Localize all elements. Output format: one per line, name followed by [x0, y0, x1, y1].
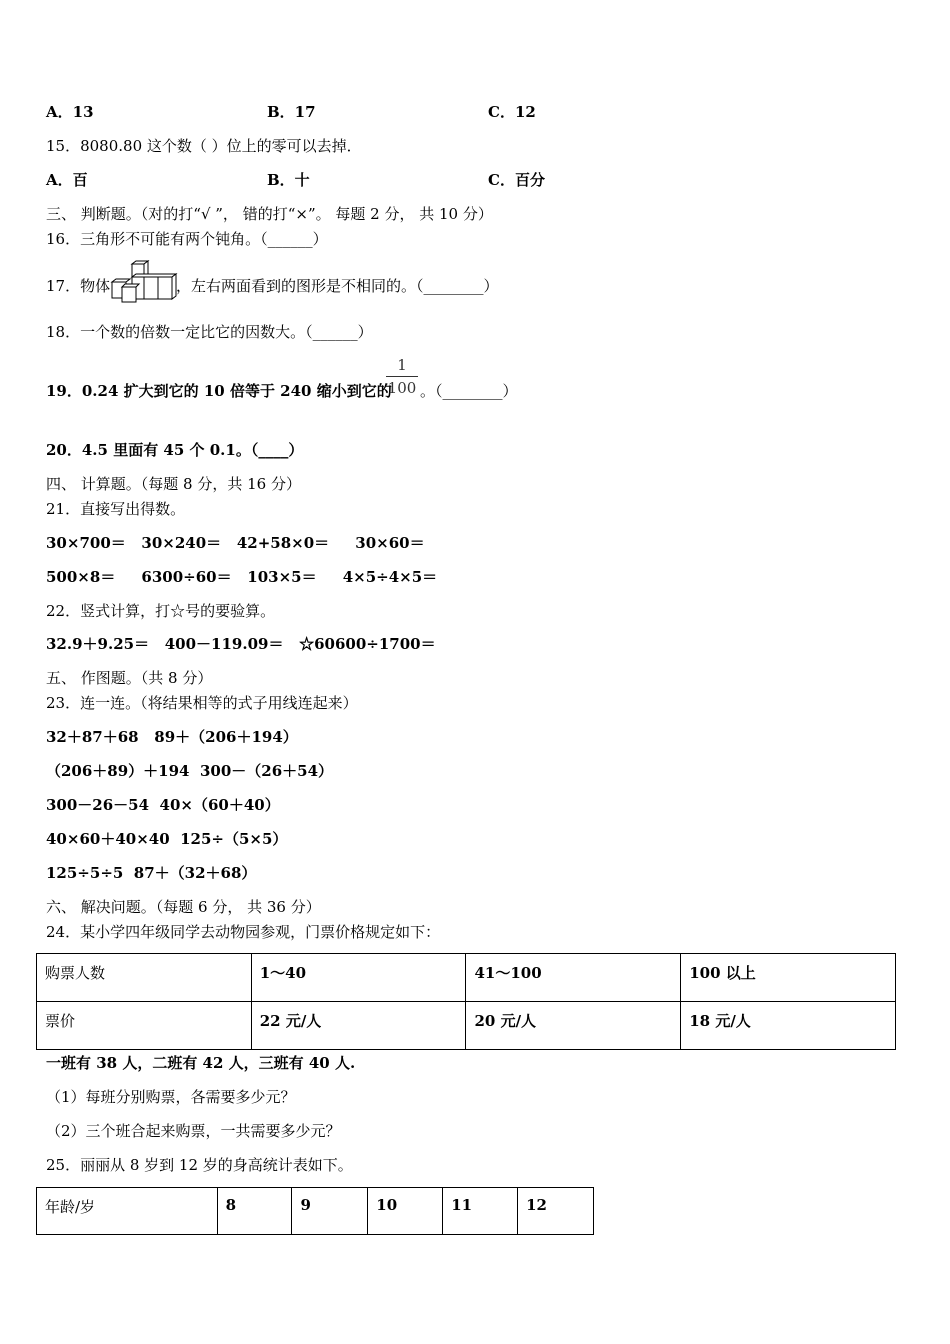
table-row — [37, 954, 896, 1002]
q19-fraction-numerator: 1 — [397, 356, 407, 374]
section5-title: 五、 作图题。（共 8 分） — [46, 669, 213, 687]
q24-info: 一班有 38 人，二班有 42 人，三班有 40 人. — [46, 1054, 356, 1072]
table-cell: 年龄/岁 — [37, 1188, 218, 1235]
table-cell: 8 — [217, 1188, 292, 1235]
q24: 24．某小学四年级同学去动物园参观，门票价格规定如下： — [46, 923, 441, 941]
table-cell: 100 以上 — [681, 954, 896, 1002]
q19-fraction-denominator: 100 — [387, 379, 417, 397]
age-table — [36, 1187, 594, 1235]
section4-title: 四、 计算题。（每题 8 分，共 16 分） — [46, 475, 301, 493]
table-cell: 41～100 — [466, 954, 681, 1002]
q23-row: （206＋89）＋194 300－（26＋54） — [46, 762, 334, 780]
q15-option-b: B．十 — [267, 171, 310, 189]
q19-fraction — [386, 356, 418, 397]
q14-option-a: A．13 — [46, 103, 94, 121]
q22-row: 32.9＋9.25＝ 400－119.09＝ ☆60600÷1700＝ — [46, 635, 436, 653]
q24-sub-1: （1）每班分别购票，各需要多少元？ — [46, 1088, 296, 1106]
q15-stem: 15．8080.80 这个数（ ）位上的零可以去掉． — [46, 137, 362, 155]
q14-option-c: C．12 — [488, 103, 536, 121]
q23-row: 300－26－54 40×（60＋40） — [46, 796, 280, 814]
q25: 25．丽丽从 8 岁到 12 岁的身高统计表如下。 — [46, 1156, 353, 1174]
price-table — [36, 953, 896, 1050]
q23-row: 40×60＋40×40 125÷（5×5） — [46, 830, 288, 848]
q14-option-b: B．17 — [267, 103, 316, 121]
section6-title: 六、 解决问题。（每题 6 分， 共 36 分） — [46, 898, 321, 916]
q23-row: 32＋87＋68 89＋（206＋194） — [46, 728, 298, 746]
q19-suffix: 。（________） — [420, 382, 518, 400]
q18: 18．一个数的倍数一定比它的因数大。（______） — [46, 323, 373, 341]
table-row — [37, 1002, 896, 1050]
q23: 23．连一连。（将结果相等的式子用线连起来） — [46, 694, 358, 712]
table-cell: 购票人数 — [37, 954, 252, 1002]
q21-row-2: 500×8＝ 6300÷60＝ 103×5＝ 4×5÷4×5＝ — [46, 568, 438, 586]
table-cell: 22 元/人 — [251, 1002, 466, 1050]
table-cell: 10 — [368, 1188, 443, 1235]
q21: 21．直接写出得数。 — [46, 500, 186, 518]
table-cell: 12 — [518, 1188, 594, 1235]
q23-row: 125÷5÷5 87＋（32＋68） — [46, 864, 257, 882]
table-row — [37, 1188, 594, 1235]
q15-option-a: A．百 — [46, 171, 88, 189]
q20: 20．4.5 里面有 45 个 0.1。（____） — [46, 441, 304, 459]
table-cell: 9 — [292, 1188, 368, 1235]
section3-title: 三、 判断题。（对的打“√ ”， 错的打“×”。 每题 2 分， 共 10 分） — [46, 205, 493, 223]
q19-prefix: 19．0.24 扩大到它的 10 倍等于 240 缩小到它的 — [46, 382, 392, 400]
table-cell: 1～40 — [251, 954, 466, 1002]
q17-suffix: ，左右两面看到的图形是不相同的。（________） — [176, 277, 499, 295]
q24-sub-2: （2）三个班合起来购票，一共需要多少元？ — [46, 1122, 341, 1140]
table-cell: 11 — [443, 1188, 518, 1235]
table-cell: 18 元/人 — [681, 1002, 896, 1050]
q21-row-1: 30×700＝ 30×240＝ 42+58×0＝ 30×60＝ — [46, 534, 425, 552]
cube-stack-figure — [110, 260, 178, 304]
q22: 22．竖式计算，打☆号的要验算。 — [46, 602, 276, 620]
q16: 16．三角形不可能有两个钝角。（______） — [46, 230, 328, 248]
q15-option-c: C．百分 — [488, 171, 545, 189]
table-cell: 票价 — [37, 1002, 252, 1050]
q17-prefix: 17．物体 — [46, 277, 111, 295]
table-cell: 20 元/人 — [466, 1002, 681, 1050]
